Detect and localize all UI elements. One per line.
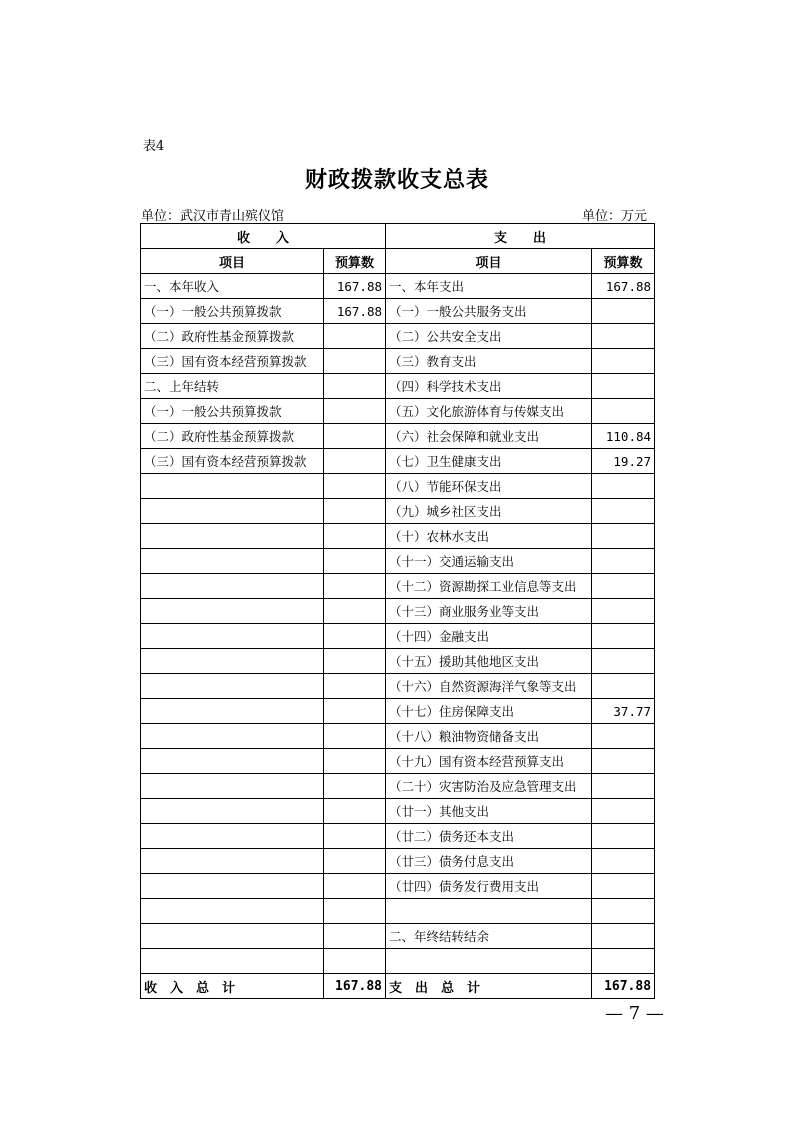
income-item-cell: 一、本年收入: [141, 274, 324, 299]
expense-value-cell: [592, 674, 655, 699]
income-item-cell: [141, 874, 324, 899]
expense-item-cell: （三）教育支出: [386, 349, 592, 374]
income-item-cell: [141, 949, 324, 974]
expense-budget-header: 预算数: [592, 249, 655, 274]
income-item-cell: [141, 574, 324, 599]
income-value-cell: [324, 374, 386, 399]
expense-item-cell: （十六）自然资源海洋气象等支出: [386, 674, 592, 699]
income-item-cell: [141, 674, 324, 699]
expense-value-cell: [592, 849, 655, 874]
income-item-cell: [141, 524, 324, 549]
expense-value-cell: [592, 874, 655, 899]
table-row: [141, 599, 655, 624]
expense-value-cell: [592, 374, 655, 399]
expense-item-cell: （十八）粮油物资储备支出: [386, 724, 592, 749]
page-number: — 7 —: [605, 1003, 664, 1024]
column-header-row: [141, 249, 655, 274]
income-item-cell: （一）一般公共预算拨款: [141, 299, 324, 324]
expense-value-cell: 19.27: [592, 449, 655, 474]
table-row: [141, 774, 655, 799]
expense-item-cell: （十七）住房保障支出: [386, 699, 592, 724]
income-item-cell: 二、上年结转: [141, 374, 324, 399]
expense-value-cell: 110.84: [592, 424, 655, 449]
income-value-cell: [324, 324, 386, 349]
table-row: [141, 449, 655, 474]
expense-item-cell: （二十）灾害防治及应急管理支出: [386, 774, 592, 799]
income-value-cell: 167.88: [324, 299, 386, 324]
budget-table: [140, 223, 655, 999]
expense-value-cell: 37.77: [592, 699, 655, 724]
table-row: [141, 299, 655, 324]
income-value-cell: [324, 949, 386, 974]
expense-value-cell: [592, 924, 655, 949]
expense-value-cell: [592, 599, 655, 624]
expense-item-cell: （十一）交通运输支出: [386, 549, 592, 574]
expense-value-cell: [592, 324, 655, 349]
income-value-cell: [324, 674, 386, 699]
table-row: [141, 874, 655, 899]
income-item-cell: [141, 849, 324, 874]
income-value-cell: [324, 524, 386, 549]
income-value-cell: [324, 574, 386, 599]
income-budget-header: 预算数: [324, 249, 386, 274]
table-row: [141, 524, 655, 549]
income-item-cell: [141, 624, 324, 649]
income-value-cell: [324, 899, 386, 924]
income-item-cell: （三）国有资本经营预算拨款: [141, 449, 324, 474]
income-item-cell: [141, 499, 324, 524]
expense-value-cell: [592, 624, 655, 649]
expense-item-cell: （廿四）债务发行费用支出: [386, 874, 592, 899]
income-total-label: 收 入 总 计: [141, 974, 324, 999]
income-item-cell: （一）一般公共预算拨款: [141, 399, 324, 424]
income-item-cell: （三）国有资本经营预算拨款: [141, 349, 324, 374]
table-row: [141, 399, 655, 424]
expense-item-cell: （十二）资源勘探工业信息等支出: [386, 574, 592, 599]
income-value-cell: [324, 774, 386, 799]
expense-value-cell: 167.88: [592, 274, 655, 299]
income-value-cell: [324, 474, 386, 499]
income-value-cell: [324, 824, 386, 849]
income-value-cell: [324, 924, 386, 949]
expense-item-cell: （七）卫生健康支出: [386, 449, 592, 474]
table-row: [141, 899, 655, 924]
income-item-cell: [141, 924, 324, 949]
expense-item-cell: （十九）国有资本经营预算支出: [386, 749, 592, 774]
expense-value-cell: [592, 824, 655, 849]
expense-item-cell: （廿一）其他支出: [386, 799, 592, 824]
expense-value-cell: [592, 349, 655, 374]
income-value-cell: [324, 599, 386, 624]
table-row: [141, 949, 655, 974]
income-total-value: 167.88: [324, 974, 386, 999]
income-item-cell: （二）政府性基金预算拨款: [141, 324, 324, 349]
income-item-cell: （二）政府性基金预算拨款: [141, 424, 324, 449]
income-value-cell: [324, 724, 386, 749]
table-row: [141, 699, 655, 724]
income-value-cell: [324, 849, 386, 874]
income-item-header: 项目: [141, 249, 324, 274]
expense-value-cell: [592, 549, 655, 574]
table-row: [141, 924, 655, 949]
expense-value-cell: [592, 799, 655, 824]
table-row: [141, 724, 655, 749]
income-item-cell: [141, 899, 324, 924]
income-value-cell: 167.88: [324, 274, 386, 299]
income-item-cell: [141, 549, 324, 574]
expense-value-cell: [592, 299, 655, 324]
total-row: [141, 974, 655, 999]
page-title: 财政拨款收支总表: [304, 168, 489, 193]
expense-value-cell: [592, 474, 655, 499]
expense-value-cell: [592, 949, 655, 974]
expense-value-cell: [592, 724, 655, 749]
expense-item-cell: （廿二）债务还本支出: [386, 824, 592, 849]
income-value-cell: [324, 499, 386, 524]
income-value-cell: [324, 349, 386, 374]
income-value-cell: [324, 449, 386, 474]
income-item-cell: [141, 724, 324, 749]
table-row: [141, 624, 655, 649]
expense-item-cell: （十五）援助其他地区支出: [386, 649, 592, 674]
currency-unit: 单位：万元: [582, 209, 648, 224]
expense-item-cell: （四）科学技术支出: [386, 374, 592, 399]
income-value-cell: [324, 399, 386, 424]
expense-item-cell: [386, 949, 592, 974]
expense-item-header: 项目: [386, 249, 592, 274]
income-item-cell: [141, 699, 324, 724]
table-row: [141, 274, 655, 299]
income-section-header: 收 入: [141, 224, 386, 249]
expense-item-cell: （六）社会保障和就业支出: [386, 424, 592, 449]
expense-value-cell: [592, 899, 655, 924]
expense-item-cell: 一、本年支出: [386, 274, 592, 299]
expense-item-cell: [386, 899, 592, 924]
income-value-cell: [324, 874, 386, 899]
expense-item-cell: 二、年终结转结余: [386, 924, 592, 949]
income-value-cell: [324, 699, 386, 724]
expense-value-cell: [592, 649, 655, 674]
expense-section-header: 支 出: [386, 224, 655, 249]
table-row: [141, 374, 655, 399]
income-item-cell: [141, 749, 324, 774]
table-row: [141, 349, 655, 374]
table-row: [141, 824, 655, 849]
income-value-cell: [324, 624, 386, 649]
expense-value-cell: [592, 524, 655, 549]
table-number-label: 表4: [143, 139, 165, 154]
expense-item-cell: （二）公共安全支出: [386, 324, 592, 349]
income-item-cell: [141, 599, 324, 624]
expense-value-cell: [592, 774, 655, 799]
income-item-cell: [141, 474, 324, 499]
income-value-cell: [324, 549, 386, 574]
expense-total-value: 167.88: [592, 974, 655, 999]
table-row: [141, 674, 655, 699]
expense-value-cell: [592, 399, 655, 424]
income-item-cell: [141, 799, 324, 824]
table-row: [141, 574, 655, 599]
income-item-cell: [141, 774, 324, 799]
income-value-cell: [324, 749, 386, 774]
expense-item-cell: （十）农林水支出: [386, 524, 592, 549]
table-row: [141, 474, 655, 499]
expense-item-cell: （八）节能环保支出: [386, 474, 592, 499]
income-value-cell: [324, 424, 386, 449]
expense-item-cell: （十三）商业服务业等支出: [386, 599, 592, 624]
expense-value-cell: [592, 499, 655, 524]
income-item-cell: [141, 824, 324, 849]
organization-unit: 单位：武汉市青山殡仪馆: [141, 209, 285, 224]
table-row: [141, 549, 655, 574]
expense-item-cell: （十四）金融支出: [386, 624, 592, 649]
table-row: [141, 424, 655, 449]
expense-item-cell: （廿三）债务付息支出: [386, 849, 592, 874]
income-item-cell: [141, 649, 324, 674]
table-row: [141, 849, 655, 874]
expense-item-cell: （九）城乡社区支出: [386, 499, 592, 524]
section-header-row: [141, 224, 655, 249]
income-value-cell: [324, 649, 386, 674]
expense-value-cell: [592, 749, 655, 774]
expense-total-label: 支 出 总 计: [386, 974, 592, 999]
expense-item-cell: （五）文化旅游体育与传媒支出: [386, 399, 592, 424]
table-row: [141, 499, 655, 524]
expense-value-cell: [592, 574, 655, 599]
table-row: [141, 749, 655, 774]
table-row: [141, 649, 655, 674]
table-row: [141, 799, 655, 824]
expense-item-cell: （一）一般公共服务支出: [386, 299, 592, 324]
table-row: [141, 324, 655, 349]
income-value-cell: [324, 799, 386, 824]
